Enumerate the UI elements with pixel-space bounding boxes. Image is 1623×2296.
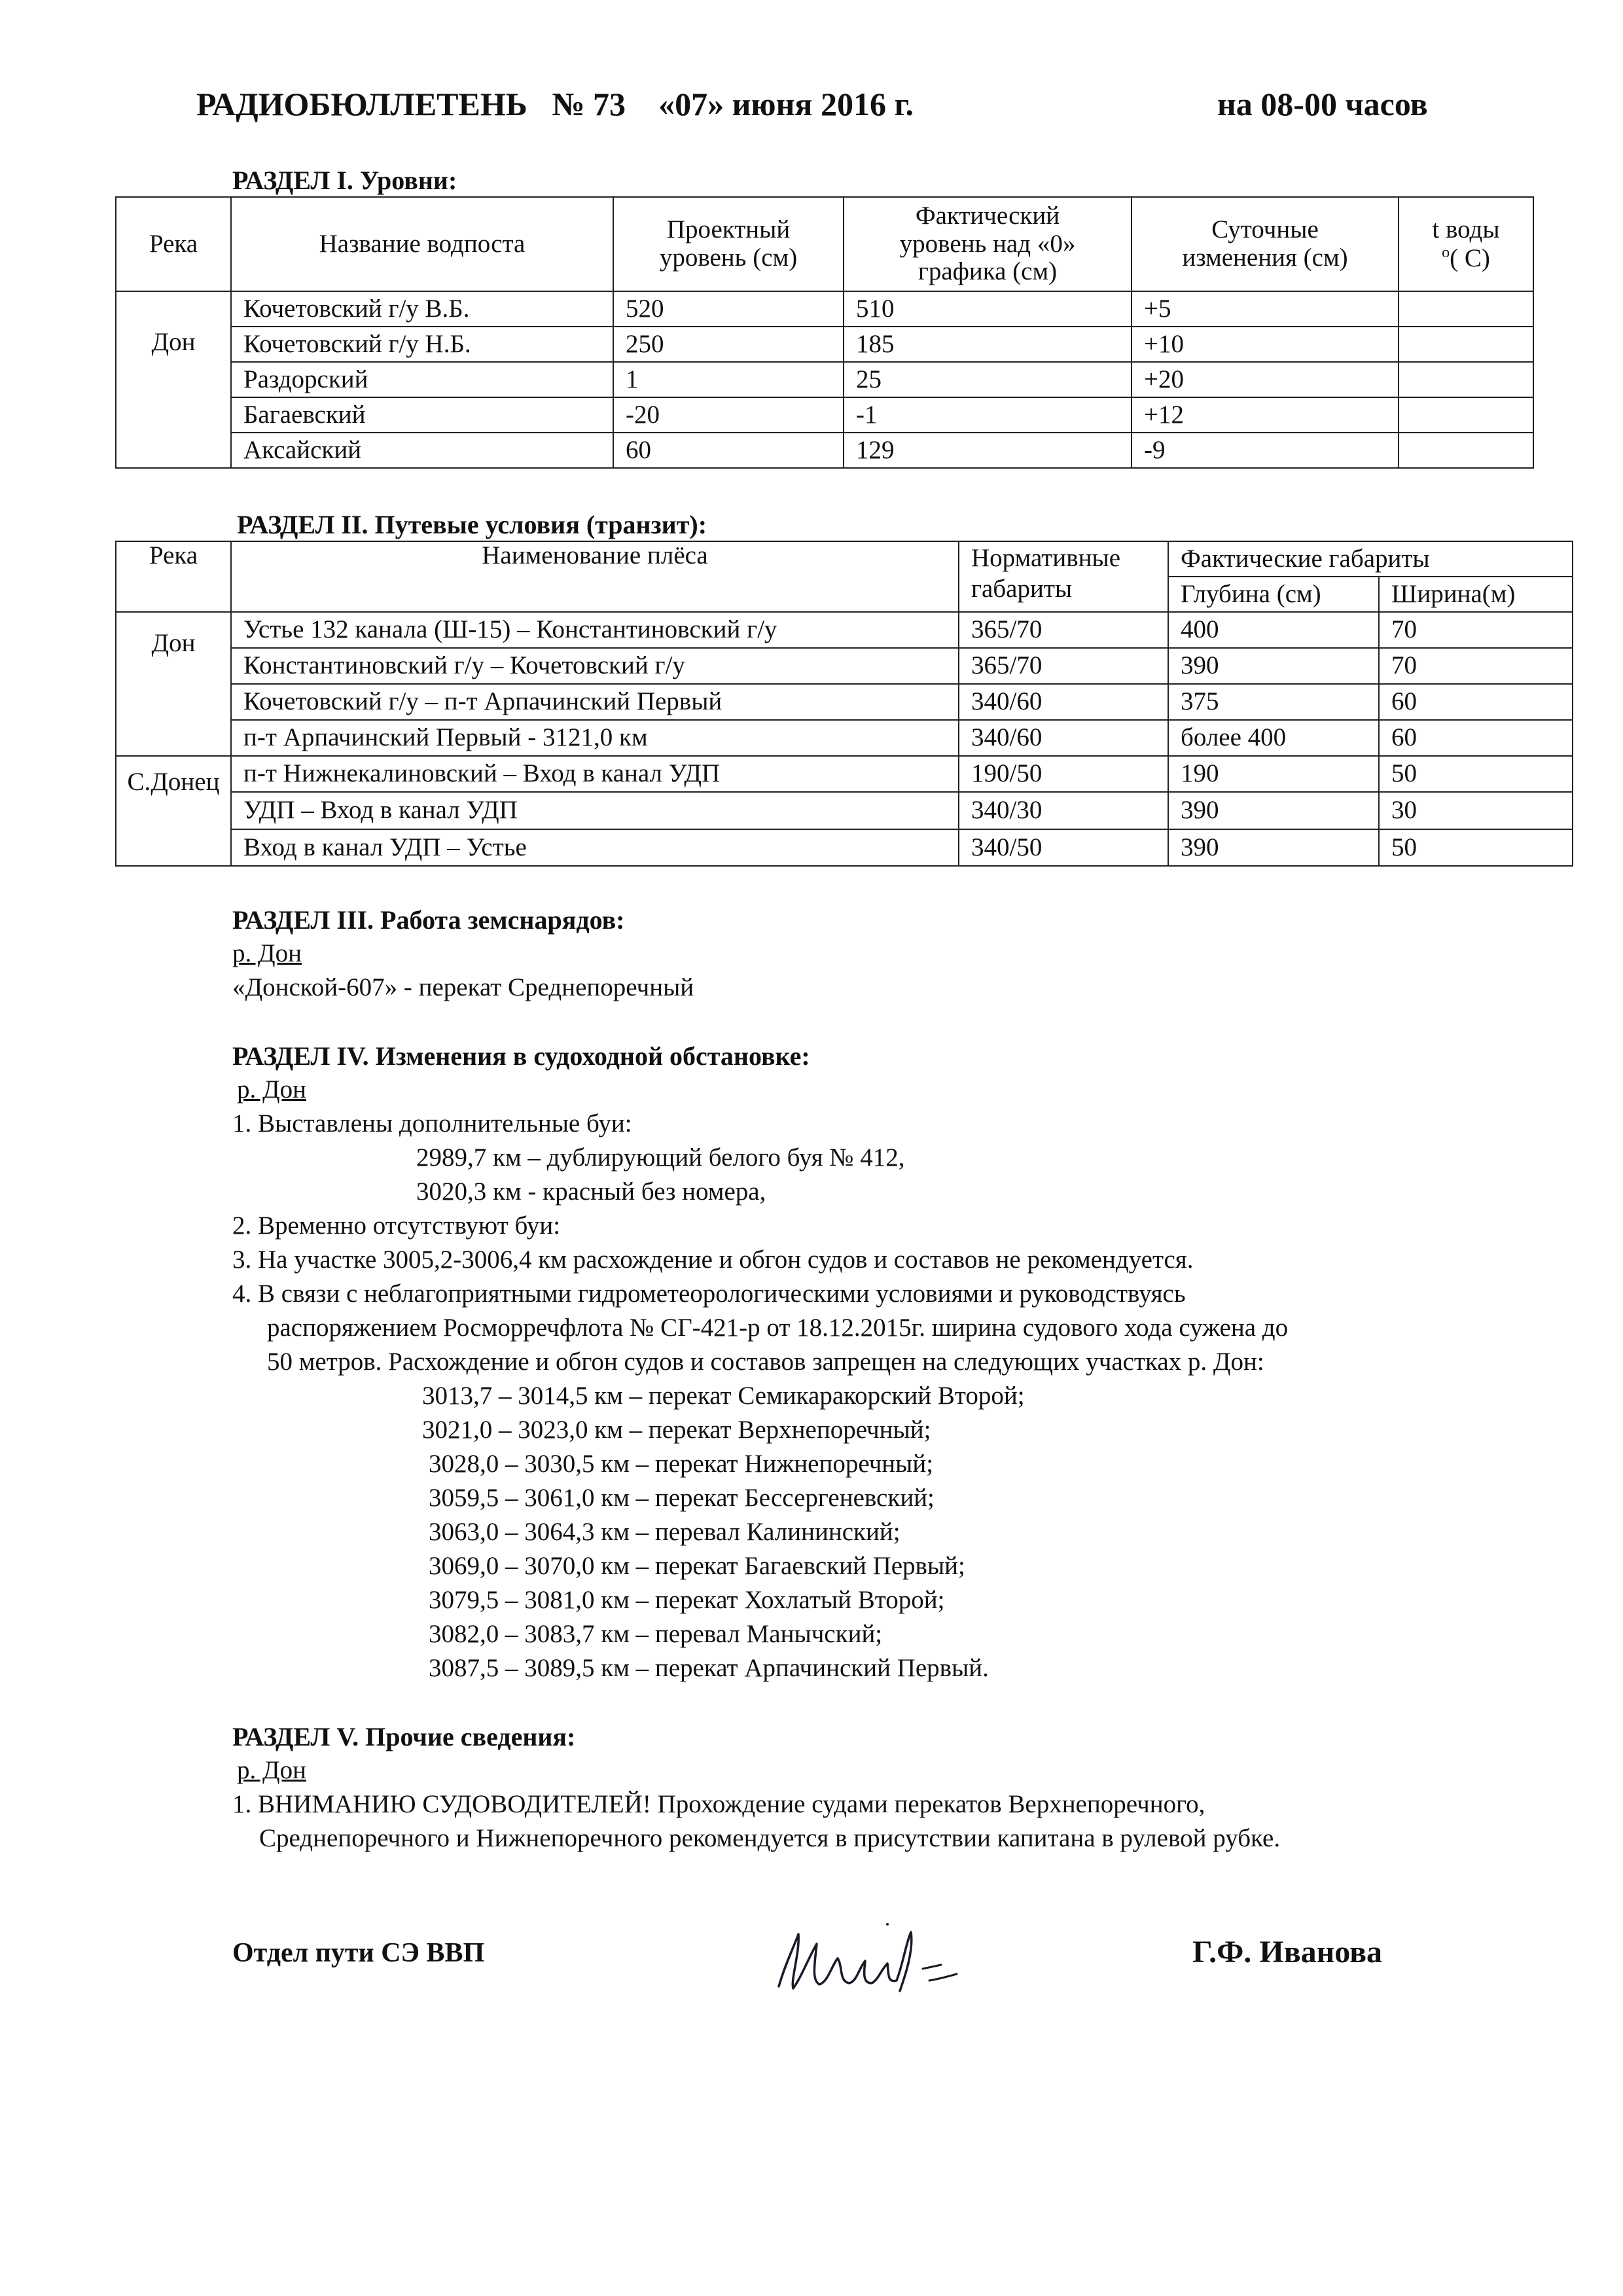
- table-row: [116, 327, 1533, 362]
- depth-cell: 390: [1168, 648, 1379, 684]
- col-temp-line2: [1403, 244, 1529, 273]
- station-cell: Кочетовский г/у В.Б.: [231, 291, 613, 327]
- width-cell: 30: [1379, 792, 1573, 829]
- section4-item4-line2: распоряжением Росморречфлота № СГ-421-р от 18.12.2015г. ширина судового хода сужена до: [267, 1314, 1289, 1342]
- depth-cell: 190: [1168, 756, 1379, 792]
- table-row: [116, 397, 1533, 433]
- col-river: Река: [116, 541, 231, 612]
- section3-river: р. Дон: [232, 939, 302, 967]
- section3-dredger-line: «Донской-607» - перекат Среднепоречный: [232, 973, 694, 1001]
- department-label: Отдел пути СЭ ВВП: [232, 1938, 485, 1968]
- restricted-reach-item: 3079,5 – 3081,0 км – перекат Хохлатый Второй;: [429, 1586, 945, 1614]
- restricted-reach-item: 3028,0 – 3030,5 км – перекат Нижнепоречный;: [429, 1450, 934, 1478]
- col-reach: Наименование плёса: [231, 541, 959, 612]
- section4-item2: 2. Временно отсутствуют буи:: [232, 1211, 561, 1240]
- col-daily-change: [1132, 197, 1399, 291]
- section4-item3: 3. На участке 3005,2-3006,4 км расхождение и обгон судов и составов не рекомендуется.: [232, 1246, 1194, 1274]
- depth-cell: 400: [1168, 612, 1379, 648]
- depth-cell: 390: [1168, 792, 1379, 829]
- section4-item4-line1: 4. В связи с неблагоприятными гидрометеорологическими условиями и руководствуясь: [232, 1280, 1186, 1308]
- col-design-line1: Проектный: [666, 215, 791, 244]
- table-row: [116, 612, 1573, 648]
- restricted-reach-item: 3063,0 – 3064,3 км – перевал Калининский;: [429, 1518, 901, 1546]
- change-cell: +5: [1132, 291, 1399, 327]
- col-normative-line2: габариты: [971, 574, 1073, 603]
- depth-cell: более 400: [1168, 720, 1379, 756]
- norm-cell: 340/60: [959, 720, 1168, 756]
- section5-river: р. Дон: [237, 1756, 306, 1784]
- col-depth: Глубина (см): [1168, 577, 1379, 612]
- change-cell: +12: [1132, 397, 1399, 433]
- change-cell: +20: [1132, 362, 1399, 397]
- table-row: [116, 720, 1573, 756]
- bulletin-title-line: [196, 85, 914, 123]
- width-cell: 50: [1379, 829, 1573, 866]
- actual-cell: 129: [844, 433, 1132, 468]
- norm-cell: 190/50: [959, 756, 1168, 792]
- restricted-reach-item: 3082,0 – 3083,7 км – перевал Манычский;: [429, 1620, 883, 1648]
- actual-cell: -1: [844, 397, 1132, 433]
- reach-cell: п-т Нижнекалиновский – Вход в канал УДП: [231, 756, 959, 792]
- signatory-name: Г.Ф. Иванова: [1192, 1935, 1382, 1969]
- bulletin-date: «07» июня 2016 г.: [658, 86, 914, 122]
- restricted-reach-item: 3059,5 – 3061,0 км – перекат Бессергеневский;: [429, 1484, 935, 1512]
- norm-cell: 340/50: [959, 829, 1168, 866]
- col-daily-line1: Суточные: [1211, 215, 1319, 244]
- station-cell: Кочетовский г/у Н.Б.: [231, 327, 613, 362]
- reach-cell: Кочетовский г/у – п-т Арпачинский Первый: [231, 684, 959, 720]
- col-width: Ширина(м): [1379, 577, 1573, 612]
- design-cell: 520: [613, 291, 844, 327]
- signature-graphic: [766, 1918, 982, 2003]
- bulletin-title: РАДИОБЮЛЛЕТЕНЬ: [196, 86, 527, 122]
- col-actual-dimensions: Фактические габариты: [1168, 541, 1573, 577]
- section5-item1-line2: Среднепоречного и Нижнепоречного рекомендуется в присутствии капитана в рулевой рубке.: [259, 1824, 1281, 1852]
- norm-cell: 365/70: [959, 648, 1168, 684]
- temp-cell: [1399, 433, 1533, 468]
- station-cell: Багаевский: [231, 397, 613, 433]
- temp-unit: ( С): [1450, 243, 1490, 272]
- temp-cell: [1399, 291, 1533, 327]
- reach-cell: Константиновский г/у – Кочетовский г/у: [231, 648, 959, 684]
- depth-cell: 375: [1168, 684, 1379, 720]
- col-actual-level: [844, 197, 1132, 291]
- col-normative: [959, 541, 1168, 612]
- section5-title: РАЗДЕЛ V. Прочие сведения:: [232, 1722, 576, 1751]
- table-row: [116, 291, 1533, 327]
- station-cell: Раздорский: [231, 362, 613, 397]
- norm-cell: 340/60: [959, 684, 1168, 720]
- section4-item1-sub2: 3020,3 км - красный без номера,: [416, 1177, 766, 1206]
- col-temp-line1: t воды: [1432, 215, 1500, 243]
- table-row: [116, 684, 1573, 720]
- temp-cell: [1399, 397, 1533, 433]
- width-cell: 70: [1379, 648, 1573, 684]
- width-cell: 60: [1379, 720, 1573, 756]
- table-row: [116, 433, 1533, 468]
- section5-item1-line1: 1. ВНИМАНИЮ СУДОВОДИТЕЛЕЙ! Прохождение судами перекатов Верхнепоречного,: [232, 1790, 1205, 1818]
- section3-title: РАЗДЕЛ III. Работа земснарядов:: [232, 905, 625, 935]
- degree-sup: o: [1442, 243, 1450, 261]
- width-cell: 60: [1379, 684, 1573, 720]
- actual-cell: 25: [844, 362, 1132, 397]
- bulletin-time: на 08-00 часов: [1217, 86, 1428, 122]
- restricted-reach-item: 3013,7 – 3014,5 км – перекат Семикаракорский Второй;: [422, 1382, 1025, 1410]
- design-cell: 60: [613, 433, 844, 468]
- col-design-line2: уровень (см): [659, 243, 798, 272]
- design-cell: 250: [613, 327, 844, 362]
- section4-item4-line3: 50 метров. Расхождение и обгон судов и составов запрещен на следующих участках р. Дон:: [267, 1348, 1264, 1376]
- section4-river: р. Дон: [237, 1075, 306, 1103]
- station-cell: Аксайский: [231, 433, 613, 468]
- actual-cell: 510: [844, 291, 1132, 327]
- norm-cell: 365/70: [959, 612, 1168, 648]
- levels-header-row: [116, 197, 1533, 291]
- table-row: [116, 648, 1573, 684]
- temp-cell: [1399, 362, 1533, 397]
- table-row: [116, 756, 1573, 792]
- design-cell: 1: [613, 362, 844, 397]
- table-row: [116, 829, 1573, 866]
- col-actual-line2: уровень над «0»: [899, 229, 1076, 258]
- col-normative-line1: Нормативные: [971, 544, 1121, 572]
- col-actual-line1: Фактический: [915, 201, 1060, 230]
- levels-table: [115, 196, 1534, 469]
- col-daily-line2: изменения (см): [1182, 243, 1348, 272]
- restricted-reach-item: 3087,5 – 3089,5 км – перекат Арпачинский Первый.: [429, 1654, 989, 1682]
- section2-title: РАЗДЕЛ II. Путевые условия (транзит):: [237, 510, 707, 539]
- river-cell: Дон: [116, 612, 231, 756]
- temp-cell: [1399, 327, 1533, 362]
- reach-cell: Устье 132 канала (Ш-15) – Константиновский г/у: [231, 612, 959, 648]
- transit-header-row: [116, 541, 1573, 577]
- reach-cell: п-т Арпачинский Первый - 3121,0 км: [231, 720, 959, 756]
- col-station: Название водпоста: [231, 197, 613, 291]
- col-river: Река: [116, 197, 231, 291]
- section4-title: РАЗДЕЛ IV. Изменения в судоходной обстановке:: [232, 1041, 810, 1071]
- change-cell: -9: [1132, 433, 1399, 468]
- width-cell: 50: [1379, 756, 1573, 792]
- norm-cell: 340/30: [959, 792, 1168, 829]
- col-actual-line3: графика (см): [918, 257, 1058, 286]
- restricted-reach-item: 3069,0 – 3070,0 км – перекат Багаевский Первый;: [429, 1552, 965, 1580]
- river-cell: Дон: [116, 291, 231, 468]
- reach-cell: УДП – Вход в канал УДП: [231, 792, 959, 829]
- restricted-reach-item: 3021,0 – 3023,0 км – перекат Верхнепоречный;: [422, 1416, 931, 1444]
- design-cell: -20: [613, 397, 844, 433]
- col-water-temp: [1399, 197, 1533, 291]
- actual-cell: 185: [844, 327, 1132, 362]
- width-cell: 70: [1379, 612, 1573, 648]
- bulletin-number: № 73: [552, 86, 626, 122]
- section1-title: РАЗДЕЛ I. Уровни:: [232, 166, 457, 195]
- change-cell: +10: [1132, 327, 1399, 362]
- section4-item1-sub1: 2989,7 км – дублирующий белого буя № 412,: [416, 1143, 905, 1172]
- table-row: [116, 792, 1573, 829]
- river-cell: С.Донец: [116, 756, 231, 866]
- depth-cell: 390: [1168, 829, 1379, 866]
- col-design-level: [613, 197, 844, 291]
- handwritten-signature: [766, 1918, 982, 2003]
- section4-item1: 1. Выставлены дополнительные буи:: [232, 1109, 632, 1138]
- transit-table: [115, 541, 1573, 867]
- reach-cell: Вход в канал УДП – Устье: [231, 829, 959, 866]
- table-row: [116, 362, 1533, 397]
